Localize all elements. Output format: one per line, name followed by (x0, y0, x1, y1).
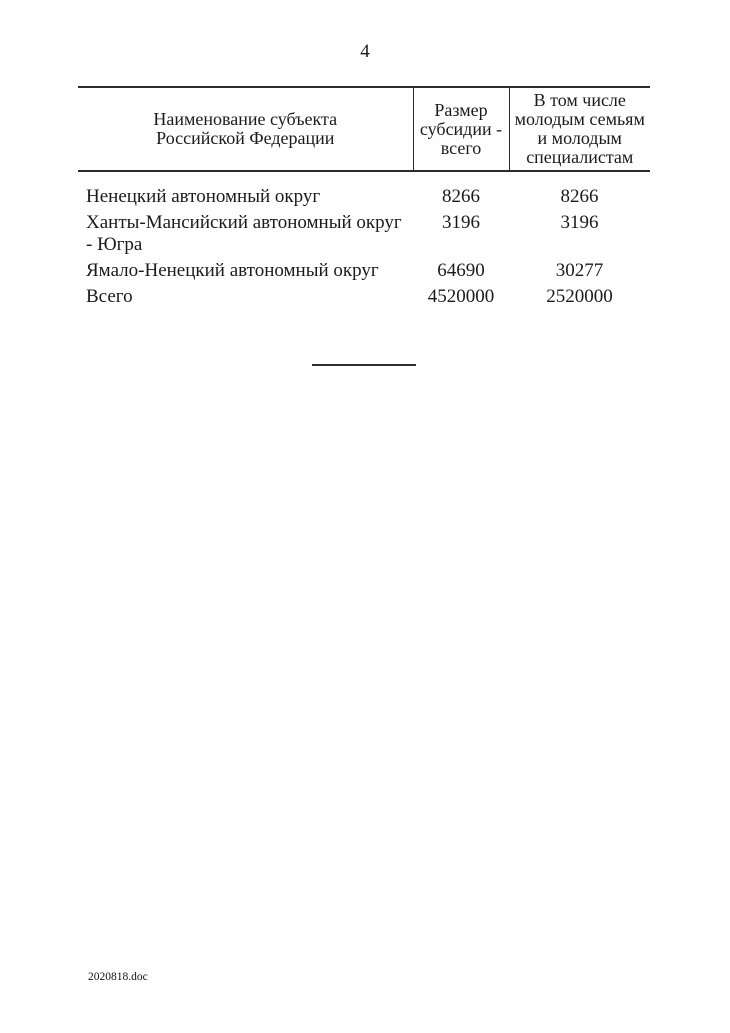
header-line: молодым семьям (514, 109, 645, 129)
total-cell: 64690 (437, 260, 485, 281)
header-line: Размер (434, 99, 488, 120)
separator-line (312, 364, 416, 366)
young-cell: 3196 (560, 212, 599, 233)
region-cell: Ханты-Мансийский автономный округ - Югра (86, 212, 402, 255)
column-header-region (78, 87, 413, 171)
region-cell: Ямало-Ненецкий автономный округ (86, 260, 379, 281)
column-header-total (413, 87, 509, 171)
young-cell: 8266 (560, 186, 599, 207)
total-cell: 3196 (442, 212, 480, 233)
subsidy-table (78, 86, 650, 308)
table-row (78, 171, 650, 208)
header-line: Российской Федерации (156, 128, 335, 148)
column-header-young (509, 87, 650, 171)
header-line: В том числе (533, 90, 626, 110)
young-cell: 30277 (555, 260, 604, 281)
header-line: специалистам (526, 147, 634, 167)
page-number: 4 (360, 41, 370, 62)
header-line: Наименование субъекта (153, 109, 338, 129)
region-cell: Всего (86, 286, 133, 307)
table-row (78, 256, 650, 282)
footer-filename: 2020818.doc (88, 971, 148, 983)
table-row (78, 208, 650, 256)
young-cell: 2520000 (546, 286, 613, 307)
header-line: всего (440, 137, 482, 158)
table-body (78, 171, 650, 308)
region-cell: Ненецкий автономный округ (86, 186, 321, 207)
total-cell: 8266 (442, 186, 480, 207)
table-header (78, 87, 650, 171)
header-line: субсидии - (419, 118, 503, 139)
total-cell: 4520000 (427, 286, 495, 307)
header-line: и молодым (537, 128, 622, 148)
table-row-total (78, 282, 650, 308)
